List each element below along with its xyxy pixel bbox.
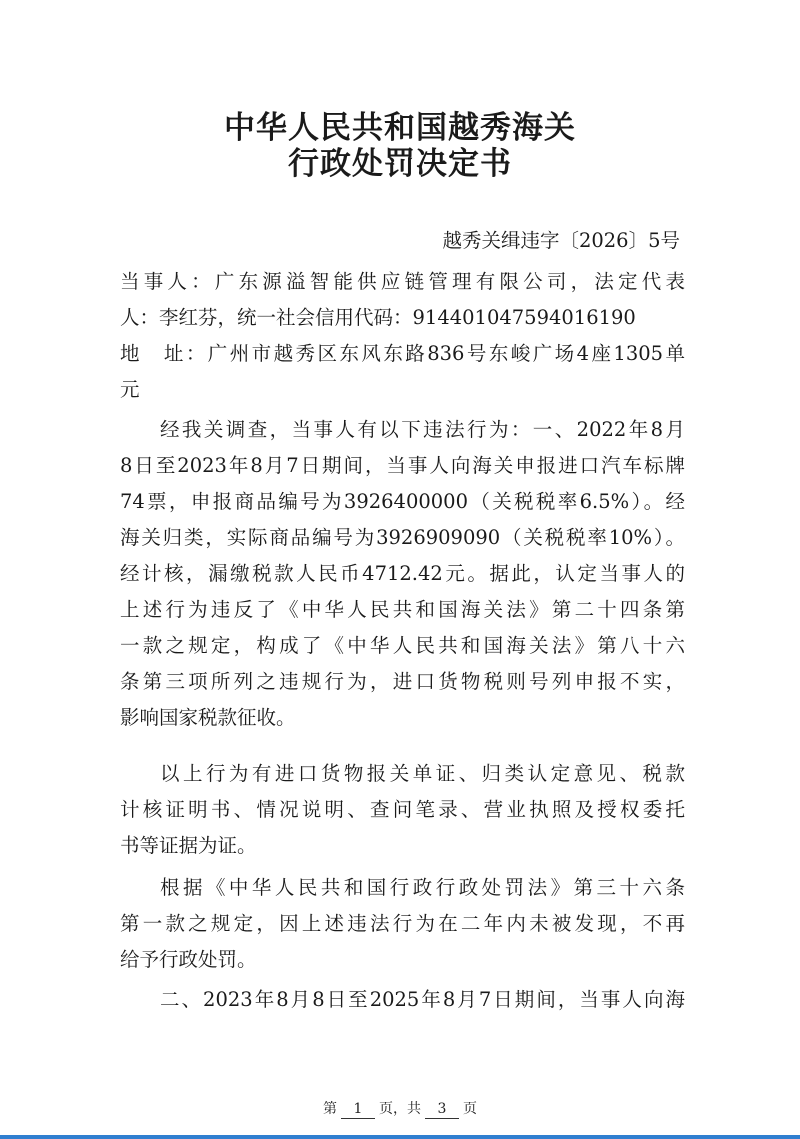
page-bottom-border	[0, 1135, 800, 1139]
text-line: 地 址：广州市越秀区东风东路836号东峻广场4座1305单	[120, 342, 685, 365]
footer-suffix: 页	[463, 1101, 477, 1117]
text-line: 元	[120, 378, 140, 401]
document-title-line-2: 行政处罚决定书	[288, 146, 512, 182]
text-line: 影响国家税款征收。	[120, 706, 296, 729]
page-footer	[0, 1098, 800, 1120]
footer-middle: 页，共	[379, 1101, 421, 1117]
text-line: 二、2023年8月8日至2025年8月7日期间，当事人向海	[160, 988, 685, 1011]
text-line: 给予行政处罚。	[120, 948, 257, 971]
text-line: 上述行为违反了《中华人民共和国海关法》第二十四条第	[120, 598, 685, 621]
text-line: 当事人：广东源溢智能供应链管理有限公司，法定代表	[120, 270, 685, 293]
text-line: 人：李红芬，统一社会信用代码：914401047594016190	[120, 306, 636, 329]
footer-page-number: 1	[341, 1100, 375, 1119]
footer-total-pages: 3	[425, 1100, 459, 1119]
text-line: 经我关调查，当事人有以下违法行为：一、2022年8月	[160, 418, 685, 441]
text-line: 海关归类，实际商品编号为3926909090（关税税率10%）。	[120, 526, 685, 549]
document-number: 越秀关缉违字〔2026〕5号	[442, 229, 680, 252]
text-line: 第一款之规定，因上述违法行为在二年内未被发现，不再	[120, 912, 685, 935]
document-title-line-1: 中华人民共和国越秀海关	[224, 110, 576, 146]
text-line: 条第三项所列之违规行为，进口货物税则号列申报不实，	[120, 670, 685, 693]
text-line: 书等证据为证。	[120, 834, 257, 857]
text-line: 74票，申报商品编号为3926400000（关税税率6.5%）。经	[120, 490, 685, 513]
footer-prefix: 第	[323, 1101, 337, 1117]
text-line: 经计核，漏缴税款人民币4712.42元。据此，认定当事人的	[120, 562, 685, 585]
text-line: 以上行为有进口货物报关单证、归类认定意见、税款	[160, 762, 685, 785]
text-line: 计核证明书、情况说明、查问笔录、营业执照及授权委托	[120, 798, 685, 821]
text-line: 根据《中华人民共和国行政行政处罚法》第三十六条	[160, 876, 685, 899]
text-line: 8日至2023年8月7日期间，当事人向海关申报进口汽车标牌	[120, 454, 685, 477]
text-line: 一款之规定，构成了《中华人民共和国海关法》第八十六	[120, 634, 685, 657]
